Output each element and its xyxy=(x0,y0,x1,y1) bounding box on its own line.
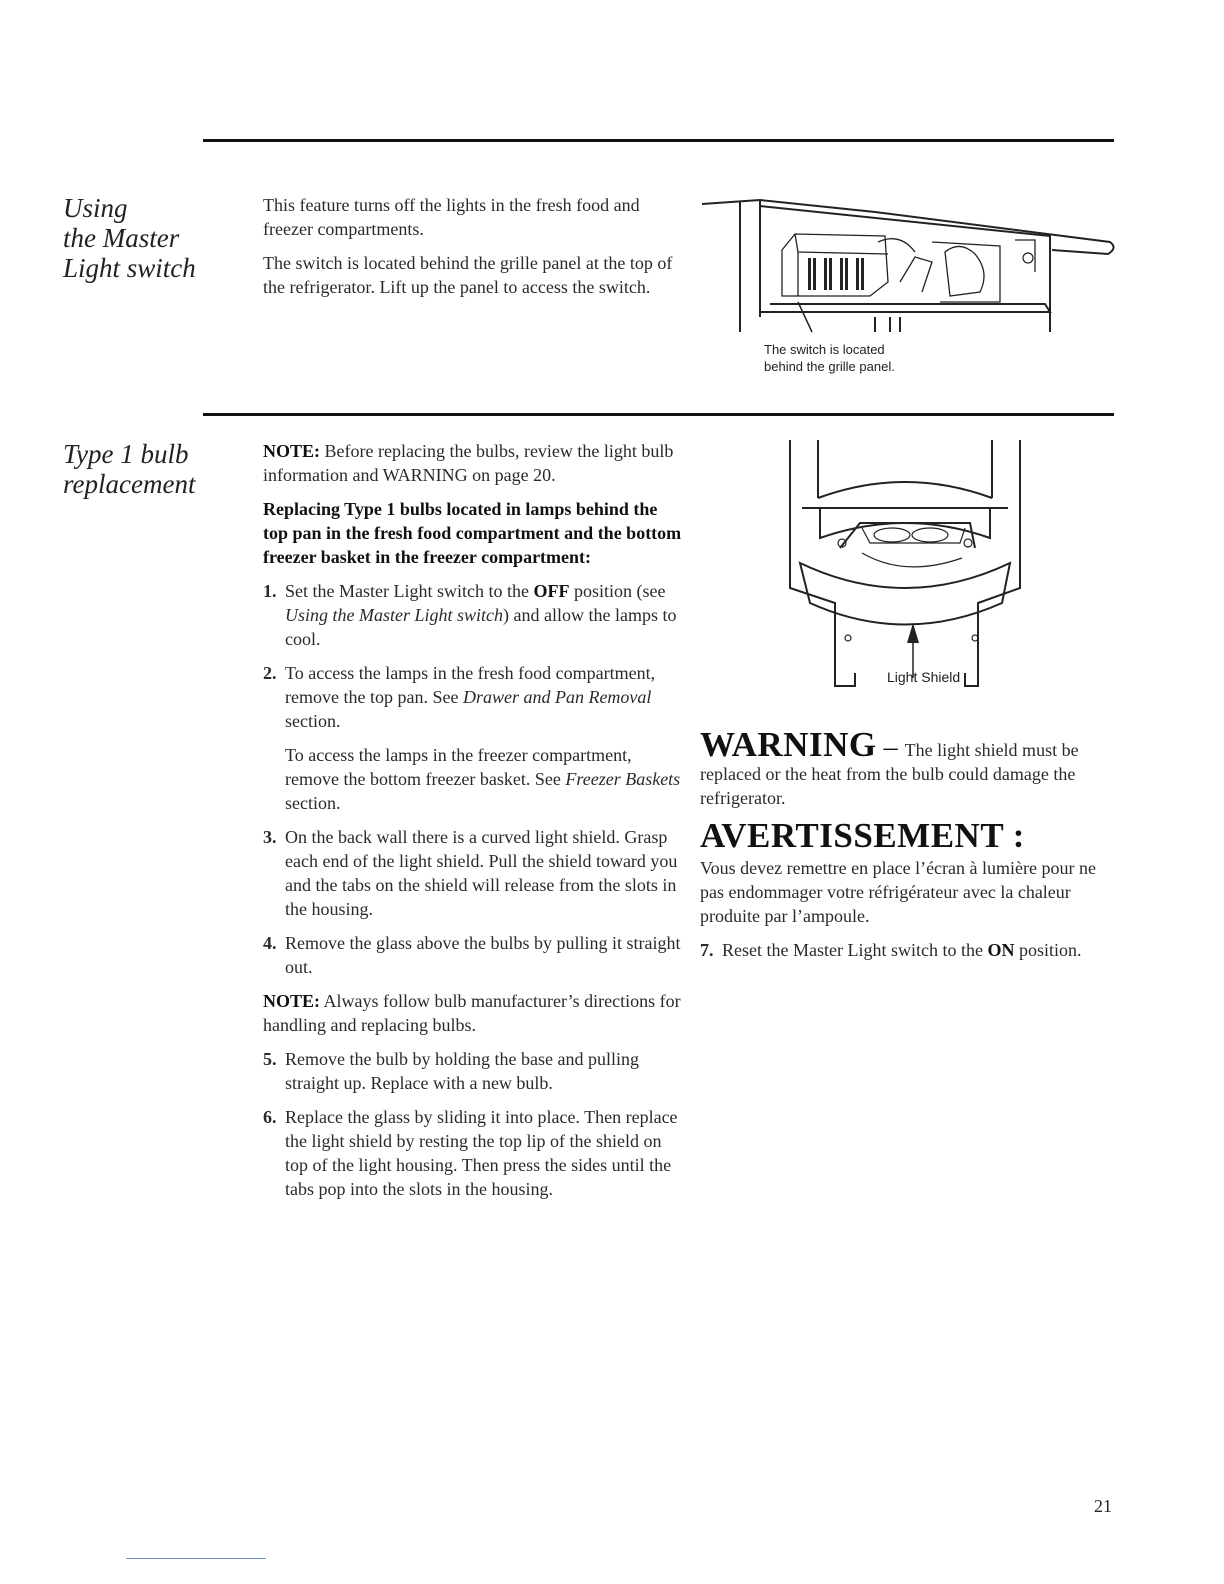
section-heading-bulb-replacement: Type 1 bulb replacement xyxy=(63,439,196,499)
step-3: 3. On the back wall there is a curved light shield. Grasp each end of the light shield. Pull the shield toward you and the tabs on the shield will release from the slots in the housing. xyxy=(263,827,678,919)
note-1: NOTE: Before replacing the bulbs, review the light bulb information and WARNING on page 20. xyxy=(263,441,674,485)
master-light-body xyxy=(263,193,678,309)
section-heading-master-light: Using the Master Light switch xyxy=(63,193,196,283)
bold-intro: Replacing Type 1 bulbs located in lamps behind the top pan in the fresh food compartment and the bottom freezer basket in the freezer compartment: xyxy=(263,499,682,567)
step-2: 2. To access the lamps in the fresh food compartment, remove the top pan. See Drawer and Pan Removal section. To access the lamps in the freezer compartment, remove the bottom freezer basket. See Freezer Baskets section. xyxy=(263,663,681,813)
steps-list xyxy=(263,579,683,979)
avertissement-text: Vous devez remettre en place l’écran à lumière pour ne pas endommager votre réfrigérateur avec la chaleur produite par l’ampoule. xyxy=(700,858,1096,926)
light-shield-illustration xyxy=(780,438,1030,696)
step-4: 4. Remove the glass above the bulbs by pulling it straight out. xyxy=(263,933,681,977)
steps-list-final xyxy=(700,938,1115,962)
note-2: NOTE: Always follow bulb manufacturer’s directions for handling and replacing bulbs. xyxy=(263,991,681,1035)
bulb-replacement-body xyxy=(263,439,683,1211)
light-shield-caption: Light Shield xyxy=(887,669,961,685)
grille-caption: The switch is located behind the grille panel. xyxy=(764,342,895,374)
step-1: 1. Set the Master Light switch to the OFF position (see Using the Master Light switch) and allow the lamps to cool. xyxy=(263,581,677,649)
master-light-para-1: This feature turns off the lights in the fresh food and freezer compartments. xyxy=(263,195,640,239)
steps-list-continued xyxy=(263,1047,683,1201)
top-rule xyxy=(203,139,1114,142)
master-light-para-2: The switch is located behind the grille panel at the top of the refrigerator. Lift up the panel to access the switch. xyxy=(263,253,673,297)
middle-rule xyxy=(203,413,1114,416)
step-5: 5. Remove the bulb by holding the base and pulling straight up. Replace with a new bulb. xyxy=(263,1049,639,1093)
warning-text: The light shield must be replaced or the heat from the bulb could damage the refrigerator. xyxy=(700,740,1079,808)
grille-panel-illustration xyxy=(700,192,1120,337)
step-7: 7. Reset the Master Light switch to the ON position. xyxy=(700,940,1082,960)
footer-line xyxy=(126,1558,266,1559)
warning-heading: WARNING xyxy=(700,725,877,764)
avertissement-heading: AVERTISSEMENT : xyxy=(700,816,1025,855)
step-6: 6. Replace the glass by sliding it into place. Then replace the light shield by resting the top lip of the shield on top of the light housing. Then press the sides until the tabs pop into the slots in the housing. xyxy=(263,1107,678,1199)
warning-block xyxy=(700,725,1115,972)
page-number: 21 xyxy=(1094,1496,1112,1516)
warning-paragraph: WARNING – The light shield must be replaced or the heat from the bulb could damage the refrigerator. xyxy=(700,725,1079,808)
